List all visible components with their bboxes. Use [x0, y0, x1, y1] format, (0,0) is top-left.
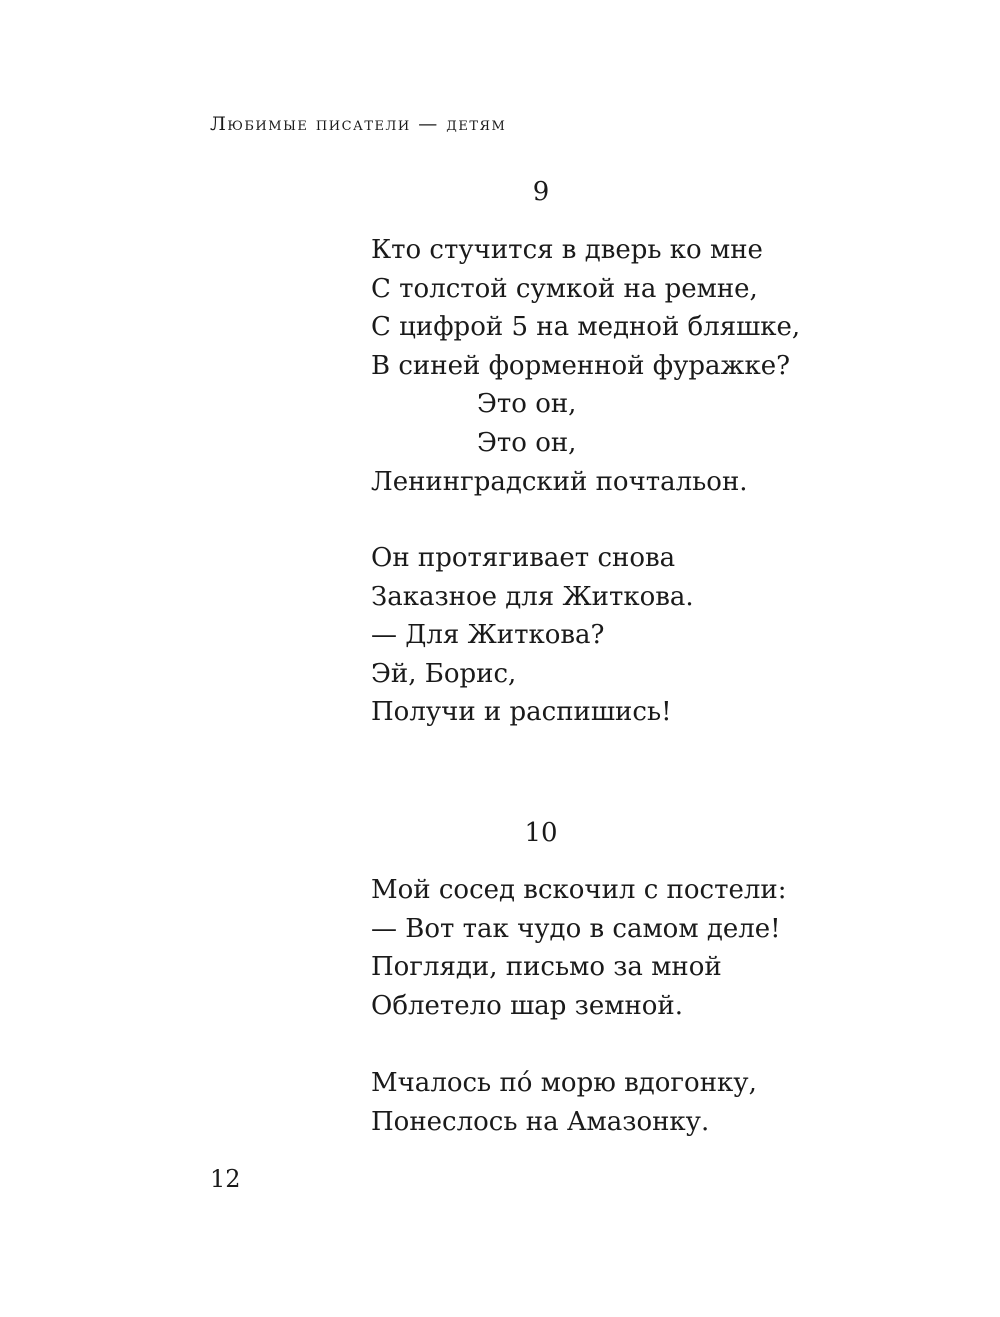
- verse-line: Облетело шар земной.: [371, 990, 684, 1021]
- stanza: [371, 871, 786, 1025]
- running-head: Любимые писатели — детям: [210, 113, 507, 135]
- verse-line: С цифрой 5 на медной бляшке,: [371, 312, 801, 343]
- page-number: 12: [210, 1165, 241, 1193]
- verse-line: Это он,: [477, 389, 577, 420]
- verse-line: Погляди, письмо за мной: [371, 952, 722, 983]
- verse-line: Заказное для Житкова.: [371, 581, 694, 612]
- verse-line: Эй, Борис,: [371, 658, 517, 689]
- verse-line: Кто стучится в дверь ко мне: [371, 235, 763, 265]
- stanza: [371, 1064, 757, 1141]
- verse-line: С толстой сумкой на ремне,: [371, 273, 758, 304]
- verse-line: — Вот так чудо в самом деле!: [371, 913, 781, 944]
- verse-line: Мчалось по́ морю вдогонку,: [371, 1068, 757, 1098]
- verse-line: Ленинградский почтальон.: [371, 466, 748, 497]
- stanza: [371, 231, 800, 501]
- verse-line: В синей форменной фуражке?: [371, 350, 791, 381]
- verse-line: Он протягивает снова: [371, 543, 676, 573]
- verse-line: — Для Житкова?: [371, 620, 605, 651]
- verse-line: Это он,: [477, 427, 577, 458]
- section-number-9: 9: [532, 177, 550, 207]
- verse-line: Понеслось на Амазонку.: [371, 1106, 710, 1137]
- section-number-10: 10: [524, 818, 558, 848]
- stanza: [371, 539, 694, 732]
- verse-line: Получи и распишись!: [371, 697, 672, 728]
- verse-line: Мой сосед вскочил с постели:: [371, 875, 787, 905]
